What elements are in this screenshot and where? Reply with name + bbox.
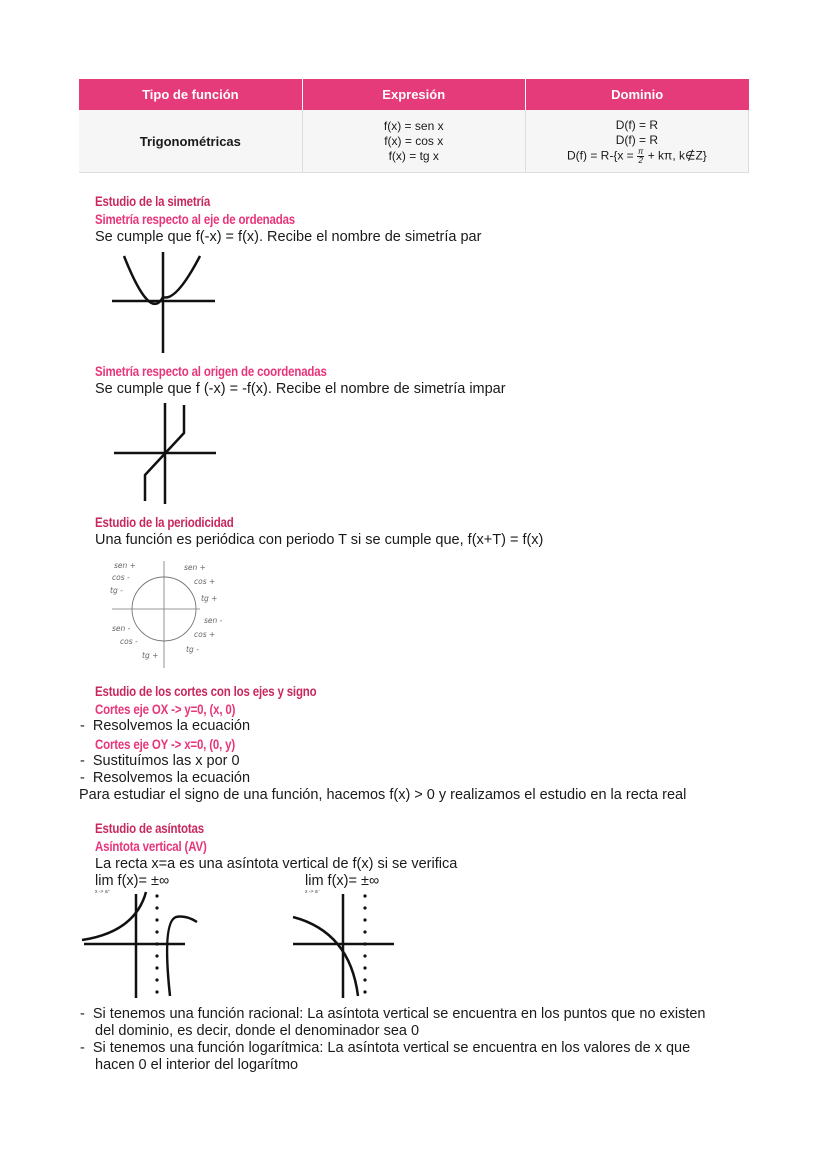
q4-cos-label: cos +: [194, 630, 216, 639]
q2-sen-label: sen +: [114, 561, 136, 570]
odd-symmetry-subheading: Simetría respecto al origen de coordenadas: [95, 363, 327, 379]
domain-sen: D(f) = R: [615, 117, 659, 132]
symmetry-heading: Estudio de la simetría: [95, 193, 211, 209]
ox-cuts-subheading: Cortes eje OX -> y=0, (x, 0): [95, 701, 236, 717]
odd-function-graph-icon: [112, 403, 222, 505]
periodicity-heading: Estudio de la periodicidad: [95, 514, 234, 530]
even-symmetry-subheading: Simetría respecto al eje de ordenadas: [95, 211, 296, 227]
domain-tg: [526, 148, 748, 165]
even-symmetry-text: Se cumple que f(-x) = f(x). Recibe el nombre de simetría par: [95, 229, 482, 245]
oy-item-text: Sustituímos las x por 0: [92, 753, 240, 769]
expression-sen: f(x) = sen x: [383, 118, 444, 133]
asymptote-bullet-log: - Si tenemos una función logarítmica: La asíntota vertical se encuentra en los valores de x que: [80, 1040, 691, 1056]
header-expresion: Expresión: [302, 79, 525, 110]
q4-sen-label: sen -: [204, 616, 223, 625]
vertical-asymptote-text: La recta x=a es una asíntota vertical de f(x) si se verifica: [95, 856, 458, 872]
fraction-numerator: π: [638, 146, 644, 156]
bullet-text: Si tenemos una función racional: La asíntota vertical se encuentra en los puntos que no existen: [92, 1006, 706, 1022]
domain-tg-prefix: D(f) = R-{x =: [567, 148, 638, 163]
q3-tg-label: tg +: [142, 651, 159, 660]
oy-item: - Resolvemos la ecuación: [80, 770, 251, 786]
q1-cos-label: cos +: [194, 577, 216, 586]
bullet-text: Si tenemos una función logarítmica: La asíntota vertical se encuentra en los valores de x que: [92, 1040, 691, 1056]
limit-right: lim f(x)= ±∞: [305, 873, 380, 889]
periodicity-text: Una función es periódica con periodo T si se cumple que, f(x+T) = f(x): [95, 532, 544, 548]
q3-sen-label: sen -: [112, 624, 131, 633]
expression-tg: f(x) = tg x: [388, 148, 439, 163]
vertical-asymptote-graph-right: [290, 892, 400, 1000]
fraction-denominator: 2: [638, 155, 643, 165]
vertical-asymptote-graph-left: [80, 892, 205, 1000]
odd-symmetry-text: Se cumple que f (-x) = -f(x). Recibe el nombre de simetría impar: [95, 381, 506, 397]
oy-cuts-subheading: Cortes eje OY -> x=0, (0, y): [95, 736, 236, 752]
table-header-row: [79, 79, 749, 110]
domain-tg-suffix: + kπ, k∉Z}: [644, 148, 707, 163]
asymptote-bullet-rational: - Si tenemos una función racional: La asíntota vertical se encuentra en los puntos que no existen: [80, 1006, 706, 1022]
cell-type: Trigonométricas: [79, 110, 302, 173]
limit-right-subscript: x -> a⁻: [305, 889, 321, 895]
cuts-heading: Estudio de los cortes con los ejes y signo: [95, 683, 317, 699]
expression-cos: f(x) = cos x: [384, 133, 444, 148]
cell-domain: [525, 110, 748, 173]
q2-tg-label: tg -: [110, 586, 123, 595]
header-dominio: Dominio: [525, 79, 748, 110]
ox-item-text: Resolvemos la ecuación: [92, 718, 251, 734]
q2-cos-label: cos -: [112, 573, 130, 582]
asymptote-bullet-log-cont: hacen 0 el interior del logarítmo: [95, 1057, 299, 1073]
ox-item: - Resolvemos la ecuación: [80, 718, 251, 734]
oy-item: - Sustituímos las x por 0: [80, 753, 240, 769]
asymptote-bullet-rational-cont: del dominio, es decir, donde el denominador sea 0: [95, 1023, 420, 1039]
sign-text: Para estudiar el signo de una función, hacemos f(x) > 0 y realizamos el estudio en la recta real: [79, 787, 687, 803]
parabola-graph-icon: [110, 252, 220, 354]
function-types-table: [79, 79, 749, 173]
cell-expression: [302, 110, 525, 173]
vertical-asymptote-subheading: Asíntota vertical (AV): [95, 838, 207, 854]
domain-cos: D(f) = R: [615, 132, 659, 147]
limit-left: lim f(x)= ±∞: [95, 873, 170, 889]
unit-circle-sign-diagram: [100, 556, 240, 671]
asymptotes-heading: Estudio de asíntotas: [95, 820, 204, 836]
q3-cos-label: cos -: [120, 637, 138, 646]
q4-tg-label: tg -: [186, 645, 199, 654]
limit-left-subscript: x -> a⁺: [95, 889, 111, 895]
q1-tg-label: tg +: [201, 594, 218, 603]
header-tipo: Tipo de función: [79, 79, 302, 110]
table-row: [79, 110, 749, 173]
oy-item-text: Resolvemos la ecuación: [92, 770, 251, 786]
q1-sen-label: sen +: [184, 563, 206, 572]
